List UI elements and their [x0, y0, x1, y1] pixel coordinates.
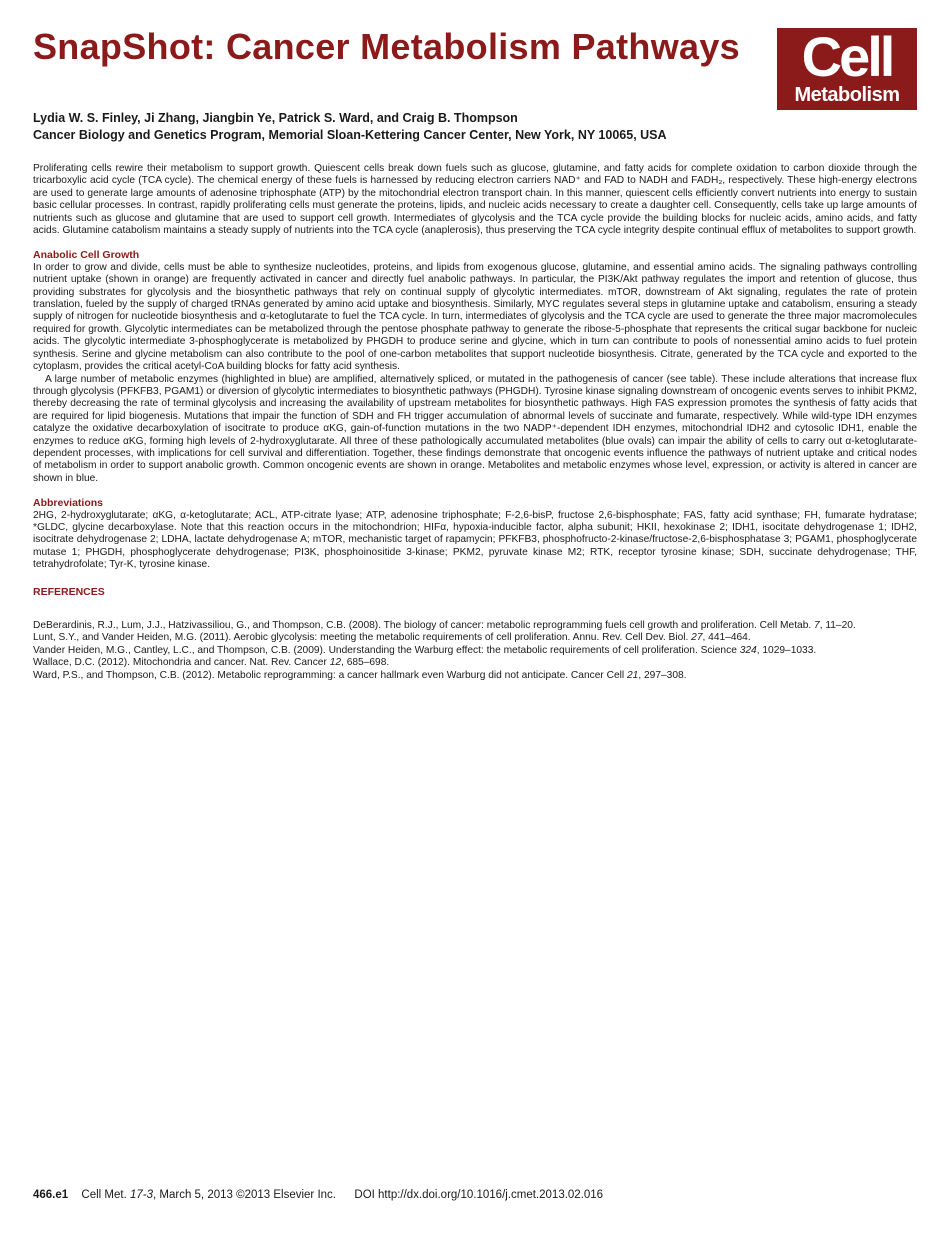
page-footer: [33, 1188, 913, 1202]
logo-metabolism-text: Metabolism: [794, 84, 900, 106]
affiliation: Cancer Biology and Genetics Program, Memorial Sloan-Kettering Cancer Center, New York, NY 10065, USA: [33, 128, 667, 142]
reference-item: Wallace, D.C. (2012). Mitochondria and cancer. Nat. Rev. Cancer 12, 685–698.: [33, 657, 390, 669]
reference-item: Ward, P.S., and Thompson, C.B. (2012). Metabolic reprogramming: a cancer hallmark even Warburg did not anticipate. Cancer Cell 21, 297–308.: [33, 669, 687, 681]
anabolic-paragraph-2: A large number of metabolic enzymes (highlighted in blue) are amplified, alternatively spliced, or mutated in the pathogenesis of cancer (see table). These include alterations that increase flux through glycolysis (PFKFB3, PGAM1) or diversion of glycolytic intermediates to biosynthetic pathways (PHGDH). Tyrosine kinase signaling downstream of oncogenic events serves to inhibit PKM2, thereby decreasing the rate of terminal glycolysis and increasing the availability of upstream metabolites for biosynthetic pathways. High FAS expression promotes the synthesis of fatty acids that are required for lipid biogenesis. Mutations that impair the function of SDH and FH trigger accumulation of abnormal levels of succinate and fumarate, respectively. While wild-type IDH enzymes catalyze the oxidative decarboxylation of isocitrate to produce αKG, gain-of-function mutations in the two NADP⁺-dependent IDH enzymes, mitochondrial IDH2 and cytosolic IDH1, enable the enzymes to reduce αKG, forming high levels of 2-hydroxyglutarate. All three of these pathologically accumulated metabolites (blue ovals) can impair the ability of cells to carry out α-ketoglutarate-dependent processes, with implications for cell survival and differentiation. Together, these findings demonstrate that oncogenic events influence the pathways of nutrient uptake and critical nodes of metabolism in order to support anabolic growth. Common oncogenic events are shown in orange. Metabolites and metabolic enzymes whose level, expression, or activity is altered in cancer are shown in blue.: [33, 373, 917, 484]
logo-cell-text: Cell: [801, 25, 893, 88]
author-block: [33, 110, 793, 144]
journal-logo: [777, 25, 917, 110]
intro-paragraph: Proliferating cells rewire their metabolism to support growth. Quiescent cells break down fuels such as glucose, glutamine, and fatty acids for complete oxidation to carbon dioxide through the tricarboxylic acid cycle (TCA cycle). The chemical energy of these fuels is harnessed by reducing electron carriers NAD⁺ and FAD to NADH and FADH₂, respectively. These high-energy electrons are used to generate large amounts of adenosine triphosphate (ATP) by the mitochondrial electron transport chain. In this manner, quiescent cells efficiently convert nutrients into energy to sustain basic cellular processes. In contrast, rapidly proliferating cells must generate the proteins, lipids, and nucleic acids necessary to create a daughter cell. Consequently, cells take up large amounts of nutrients such as glucose and glutamine that are used to support cell growth. Intermediates of glycolysis and the TCA cycle provide the building blocks for nucleic acids, amino acids, and fatty acids. Glutamine catabolism maintains a steady supply of nutrients into the TCA cycle (anaplerosis), thus preserving the TCA cycle integrity despite continual efflux of metabolites to support growth.: [33, 163, 917, 237]
journal-citation: Cell Met. 17-3, March 5, 2013 ©2013 Elsevier Inc.: [81, 1189, 336, 1201]
doi-link[interactable]: DOI http://dx.doi.org/10.1016/j.cmet.2013.02.016: [354, 1189, 604, 1201]
reference-item: Lunt, S.Y., and Vander Heiden, M.G. (2011). Aerobic glycolysis: meeting the metabolic requirements of cell proliferation. Annu. Rev. Cell Dev. Biol. 27, 441–464.: [33, 632, 751, 644]
abbreviations-heading: Abbreviations: [33, 497, 104, 510]
page-title: SnapShot: Cancer Metabolism Pathways: [33, 26, 740, 67]
page-number: 466.e1: [33, 1189, 69, 1201]
reference-item: Vander Heiden, M.G., Cantley, L.C., and Thompson, C.B. (2009). Understanding the Warburg effect: the metabolic requirements of cell proliferation. Science 324, 1029–1033.: [33, 644, 817, 656]
abbreviations-text: 2HG, 2-hydroxyglutarate; αKG, α-ketoglutarate; ACL, ATP-citrate lyase; ATP, adenosine triphosphate; F-2,6-bisP, fructose 2,6-bisphosphate; FAS, fatty acid synthase; FH, fumarate hydratase; *GLDC, glycine decarboxylase. Note that this reaction occurs in the mitochondrion; HIFα, hypoxia-inducible factor, alpha subunit; HKII, hexokinase 2; IDH1, isocitate dehydrogenase 1; IDH2, isocitrate dehydrogenase 2; LDHA, lactate dehydrogenase A; mTOR, mechanistic target of rapamycin; PFKFB3, phosphofructo-2-kinase/fructose-2,6-bisphosphatase 3; PGAM1, phosphoglycerate mutase 1; PHGDH, phosphoglycerate dehydrogenase; PI3K, phosphoinositide 3-kinase; PKM2, pyruvate kinase M2; RTK, receptor tyrosine kinase; SDH, succinate dehydrogenase; THF, tetrahydrofolate; Tyr-K, tyrosine kinase.: [33, 509, 917, 571]
author-list: Lydia W. S. Finley, Ji Zhang, Jiangbin Ye, Patrick S. Ward, and Craig B. Thompson: [33, 111, 518, 125]
anabolic-paragraph-1: In order to grow and divide, cells must be able to synthesize nucleotides, proteins, and lipids from exogenous glucose, glutamine, and essential amino acids. The signaling pathways controlling nutrient uptake (shown in orange) are frequently activated in cancer and directly fuel anabolic pathways. In particular, the PI3K/Akt pathway regulates the import and retention of glucose, thus providing substrates for glycolysis and the biosynthetic pathways that rely on continual supply of glycolytic intermediates. mTOR, downstream of Akt signaling, regulates the rate of protein translation, fueled by the supply of charged tRNAs generated by amino acid uptake and biosynthesis. Similarly, MYC regulates several steps in glutamine uptake and catabolism, ensuring a steady supply of nitrogen for nucleotide biosynthesis and α-ketoglutarate to fuel the TCA cycle. In turn, intermediates of glycolysis and the TCA cycle are used to generate the three major macromolecules required for growth. Glycolytic intermediates can be metabolized through the pentose phosphate pathway to generate the ribose-5-phosphate that represents the critical sugar backbone for nucleic acids. The glycolytic intermediate 3-phosphoglycerate is metabolized by PHGDH to produce serine and glycine, which in turn can contribute to pools of nonessential amino acids to fuel protein synthesis. Serine and glycine metabolism can also contribute to the pool of one-carbon metabolites that support nucleotide biosynthesis. Citrate, generated by the TCA cycle and exported to the cytoplasm, provides the critical acetyl-CoA building blocks for fatty acid synthesis.: [33, 261, 917, 373]
anabolic-heading: Anabolic Cell Growth: [33, 249, 140, 262]
references-heading: REFERENCES: [33, 585, 105, 598]
article-body: [33, 163, 917, 682]
reference-item: DeBerardinis, R.J., Lum, J.J., Hatzivassiliou, G., and Thompson, C.B. (2008). The biology of cancer: metabolic reprogramming fuels cell growth and proliferation. Cell Metab. 7, 11–20.: [33, 620, 856, 631]
